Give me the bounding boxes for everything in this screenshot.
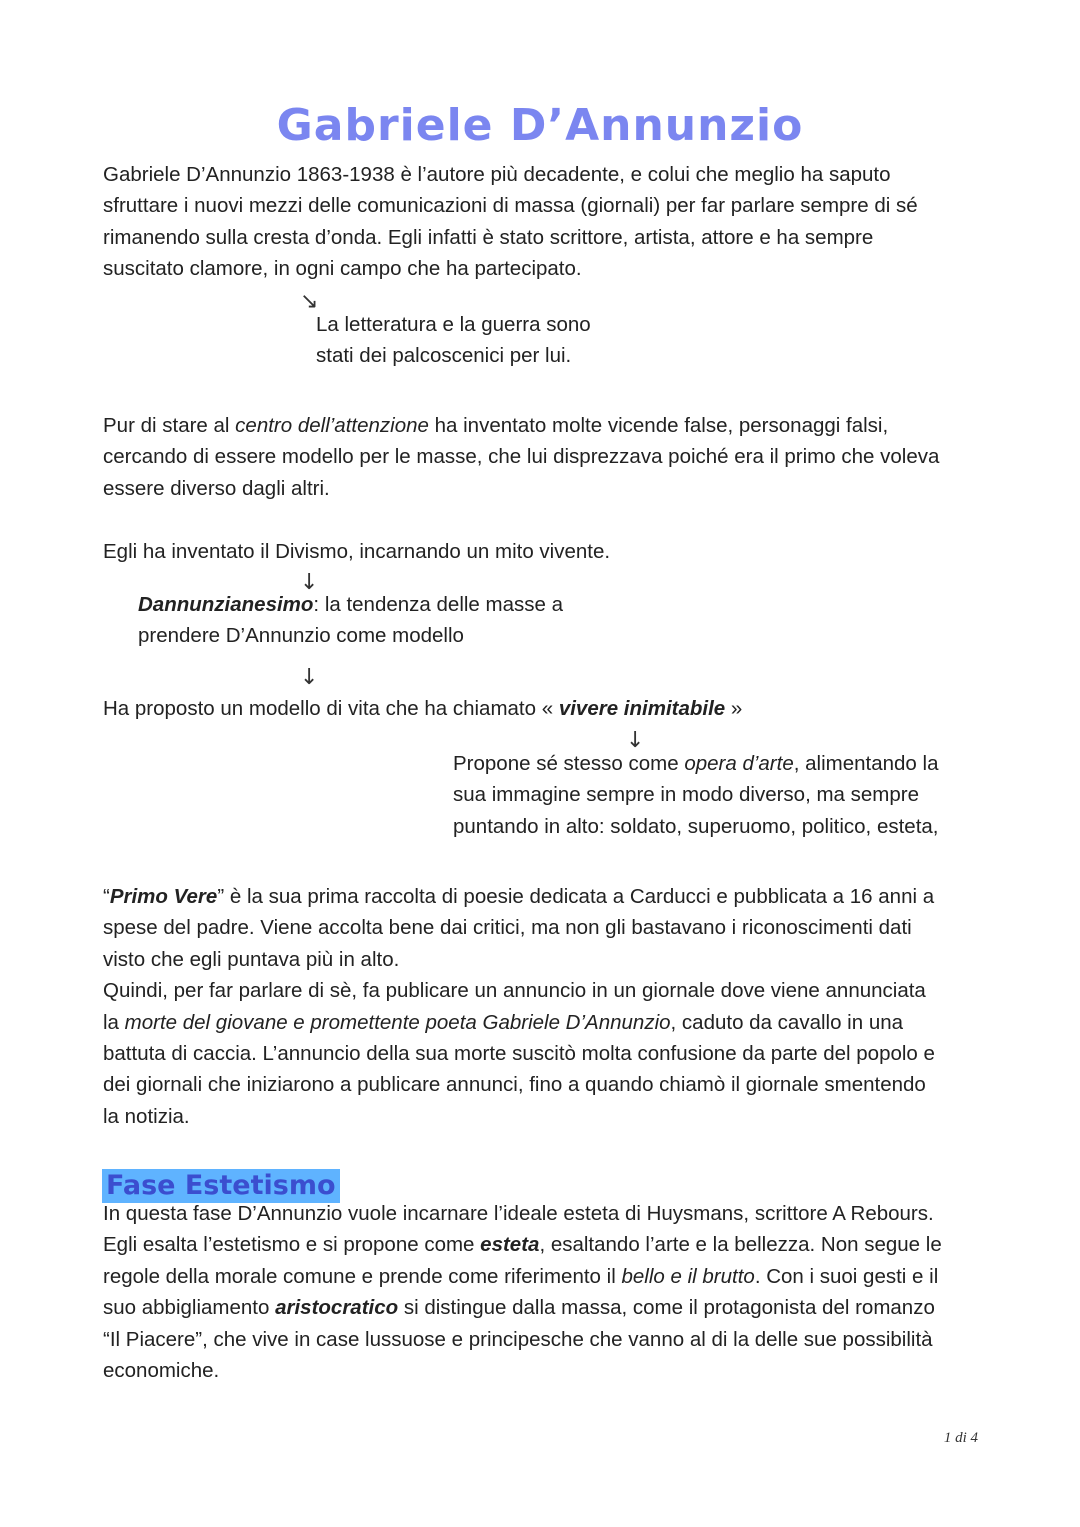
note-stage: La letteratura e la guerra sono stati dei palcoscenici per lui.	[316, 313, 591, 368]
section-heading-estetismo: Fase Estetismo	[102, 1169, 340, 1203]
primo-vere-paragraph: “Primo Vere” è la sua prima raccolta di poesie dedicata a Carducci e pubblicata a 16 anni a spese del padre. Viene accolta bene dai critici, ma non gli bastavano i riconoscimenti dati visto che egli puntava più in alto. Quindi, per far parlare di sè, fa publicare un annuncio in un giornale dove viene annunciata la morte del giovane e promettente poeta Gabriele D’Annunzio, caduto da cavallo in una battuta di caccia. L’annuncio della sua morte suscitò molta confusione da parte del popolo e dei giornali che iniziarono a publicare annunci, fino a quando chiamò il giornale smentendo la notizia.	[103, 885, 935, 1128]
arrow-diagonal-icon: ↘	[300, 289, 319, 314]
opera-arte-note: Propone sé stesso come opera d’arte, alimentando la sua immagine sempre in modo diverso, ma sempre puntando in alto: soldato, superuomo, politico, esteta,	[453, 752, 939, 838]
page-number: 1 di 4	[943, 1430, 978, 1446]
vivere-inimitabile-line: Ha proposto un modello di vita che ha chiamato « vivere inimitabile »	[103, 697, 743, 720]
attention-paragraph: Pur di stare al centro dell’attenzione ha inventato molte vicende false, personaggi falsi, cercando di essere modello per le masse, che lui disprezzava poiché era il primo che voleva essere diverso dagli altri.	[103, 414, 940, 500]
intro-paragraph: Gabriele D’Annunzio 1863-1938 è l’autore più decadente, e colui che meglio ha saputo sfruttare i nuovi mezzi delle comunicazioni di massa (giornali) per far parlare sempre di sé rimanendo sulla cresta d’onda. Egli infatti è stato scrittore, artista, attore e ha sempre suscitato clamore, in ogni campo che ha partecipato.	[103, 163, 918, 281]
arrow-down-icon: ↓	[300, 665, 319, 690]
arrow-down-icon: ↓	[626, 728, 645, 753]
page-title: Gabriele D’Annunzio	[276, 100, 804, 151]
estetismo-paragraph: In questa fase D’Annunzio vuole incarnare l’ideale esteta di Huysmans, scrittore A Rebours. Egli esalta l’estetismo e si propone come esteta, esaltando l’arte e la bellezza. Non segue le regole della morale comune e prende come riferimento il bello e il brutto. Con i suoi gesti e il suo abbigliamento aristocratico si distingue dalla massa, come il protagonista del romanzo “Il Piacere”, che vive in case lussuose e principesche che vanno al di la delle sue possibilità economiche.	[103, 1202, 942, 1383]
term-dannunzianesimo: Dannunzianesimo	[138, 593, 314, 616]
dannunzianesimo-definition: Dannunzianesimo: la tendenza delle masse a prendere D’Annunzio come modello	[138, 593, 563, 648]
divismo-line: Egli ha inventato il Divismo, incarnando un mito vivente.	[103, 540, 611, 563]
arrow-down-icon: ↓	[300, 570, 319, 595]
